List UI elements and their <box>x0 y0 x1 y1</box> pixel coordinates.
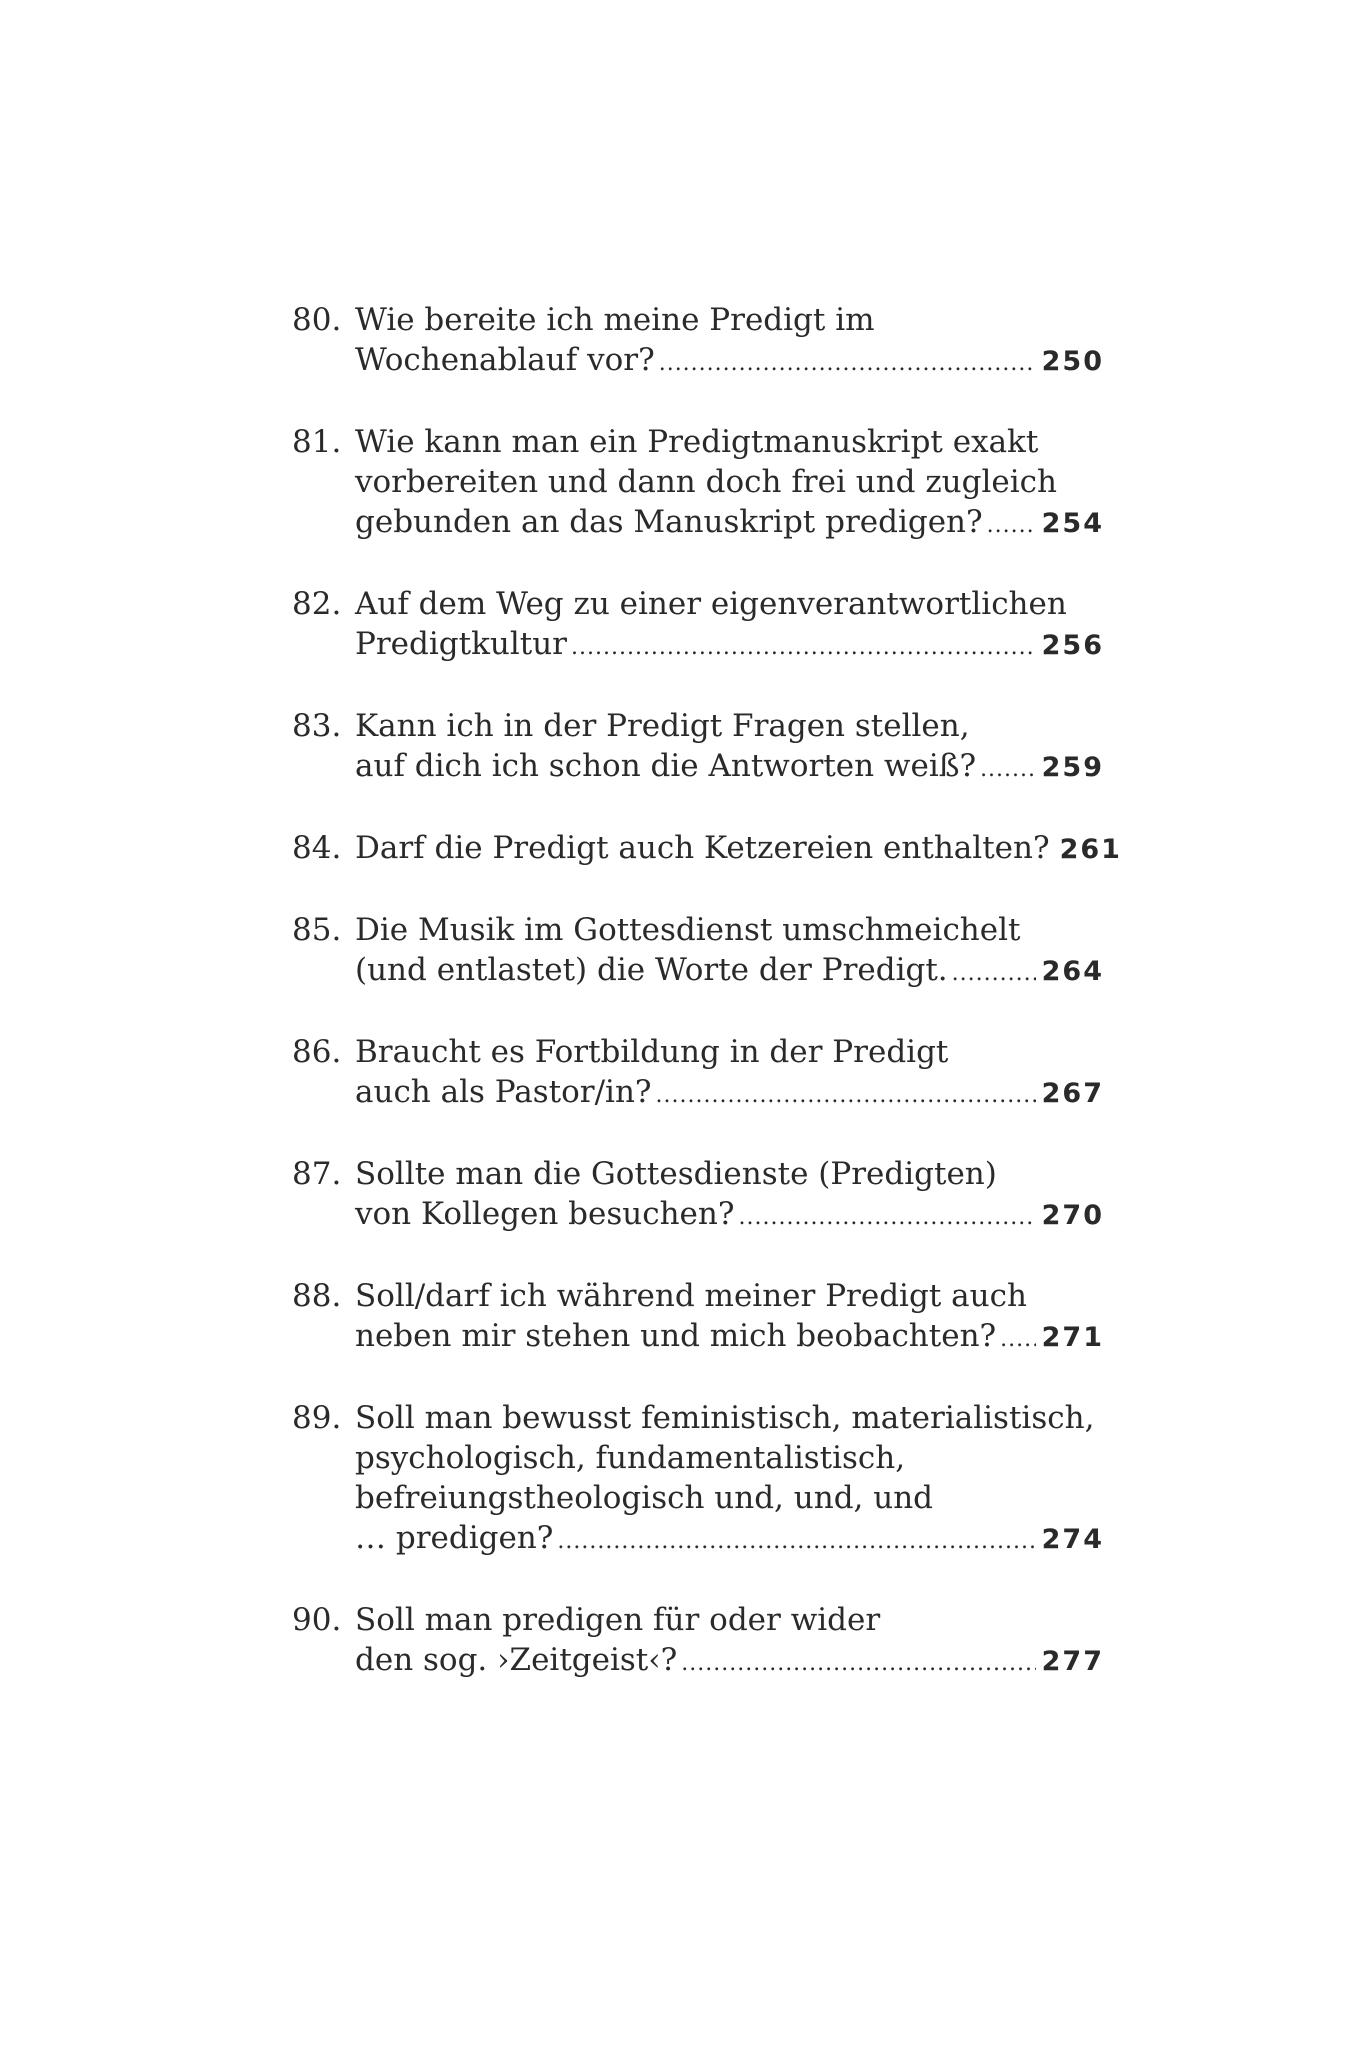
dot-leader <box>952 954 1036 994</box>
entry-title-line: Sollte man die Gottesdienste (Predigten) <box>355 1156 997 1192</box>
entry-number: 85. <box>292 912 342 948</box>
dot-leader <box>659 344 1036 384</box>
entry-number: 86. <box>292 1034 342 1070</box>
page-number: 250 <box>1041 346 1104 377</box>
entry-title-line: Soll/darf ich während meiner Predigt auch <box>355 1278 1027 1314</box>
entry-number: 88. <box>292 1278 342 1314</box>
dot-leader <box>656 1076 1036 1116</box>
toc-entry[interactable] <box>292 828 1122 868</box>
table-of-contents <box>292 300 1122 1722</box>
toc-entry[interactable] <box>292 1032 1104 1112</box>
dot-leader <box>987 506 1036 546</box>
dot-leader <box>571 628 1036 668</box>
toc-entry[interactable] <box>292 910 1104 990</box>
dot-leader <box>681 1644 1035 1684</box>
entry-title-line: Auf dem Weg zu einer eigenverantwortlichen <box>355 586 1067 622</box>
page-number: 256 <box>1041 630 1104 661</box>
entry-title-line: neben mir stehen und mich beobachten? <box>355 1318 997 1354</box>
entry-number: 84. <box>292 830 342 866</box>
entry-title-line: Kann ich in der Predigt Fragen stellen, <box>355 708 970 744</box>
dot-leader <box>739 1198 1036 1238</box>
entry-title-line: Soll man bewusst feministisch, materialistisch, <box>355 1400 1095 1436</box>
entry-title-line: Soll man predigen für oder wider <box>355 1602 881 1638</box>
entry-title-line: Die Musik im Gottesdienst umschmeichelt <box>355 912 1021 948</box>
entry-title-line: gebunden an das Manuskript predigen? <box>355 504 983 540</box>
entry-title-line: Wochenablauf vor? <box>355 342 655 378</box>
toc-entry[interactable] <box>292 422 1104 542</box>
entry-title-line: … predigen? <box>355 1520 554 1556</box>
entry-number: 83. <box>292 708 342 744</box>
page-number: 274 <box>1041 1524 1104 1555</box>
entry-number: 80. <box>292 302 342 338</box>
entry-title-line: psychologisch, fundamentalistisch, <box>355 1440 906 1476</box>
toc-entry[interactable] <box>292 1398 1104 1558</box>
dot-leader <box>980 750 1036 790</box>
page-number: 261 <box>1059 834 1122 865</box>
entry-number: 89. <box>292 1400 342 1436</box>
entry-number: 87. <box>292 1156 342 1192</box>
entry-title-line: den sog. ›Zeitgeist‹? <box>355 1642 678 1678</box>
entry-title-line: Wie bereite ich meine Predigt im <box>355 302 875 338</box>
entry-number: 82. <box>292 586 342 622</box>
dot-leader <box>557 1522 1035 1562</box>
entry-number: 90. <box>292 1602 342 1638</box>
toc-entry[interactable] <box>292 1600 1104 1680</box>
dot-leader <box>1000 1320 1035 1360</box>
entry-title-line: auf dich ich schon die Antworten weiß? <box>355 748 977 784</box>
entry-title-line: vorbereiten und dann doch frei und zugleich <box>355 464 1057 500</box>
page-number: 271 <box>1041 1322 1104 1353</box>
entry-title-line: befreiungstheologisch und, und, und <box>355 1480 934 1516</box>
entry-title-line: Wie kann man ein Predigtmanuskript exakt <box>355 424 1039 460</box>
entry-title-line: Predigtkultur <box>355 626 567 662</box>
toc-entry[interactable] <box>292 706 1104 786</box>
entry-title-line: auch als Pastor/in? <box>355 1074 652 1110</box>
page-number: 277 <box>1041 1646 1104 1677</box>
toc-entry[interactable] <box>292 584 1104 664</box>
page-number: 270 <box>1041 1200 1104 1231</box>
page-number: 259 <box>1041 752 1104 783</box>
toc-entry[interactable] <box>292 300 1104 380</box>
entry-number: 81. <box>292 424 342 460</box>
toc-entry[interactable] <box>292 1154 1104 1234</box>
page-number: 264 <box>1041 956 1104 987</box>
toc-entry[interactable] <box>292 1276 1104 1356</box>
entry-title-line: Darf die Predigt auch Ketzereien enthalten? <box>355 830 1050 866</box>
page-number: 254 <box>1041 508 1104 539</box>
page-number: 267 <box>1041 1078 1104 1109</box>
entry-title-line: (und entlastet) die Worte der Predigt. <box>355 952 948 988</box>
entry-title-line: von Kollegen besuchen? <box>355 1196 735 1232</box>
entry-title-line: Braucht es Fortbildung in der Predigt <box>355 1034 949 1070</box>
